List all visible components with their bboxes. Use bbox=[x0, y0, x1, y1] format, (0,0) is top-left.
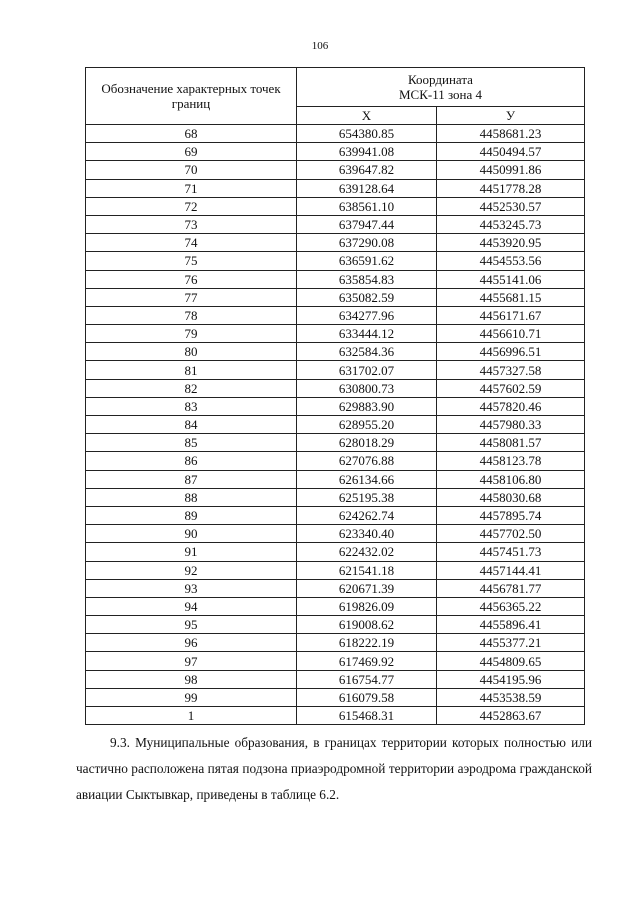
header-coordinates-title: Координата bbox=[408, 72, 473, 87]
y-coordinate-cell: 4457980.33 bbox=[437, 416, 585, 434]
point-cell: 71 bbox=[86, 179, 297, 197]
point-cell: 91 bbox=[86, 543, 297, 561]
table-row bbox=[86, 488, 585, 506]
table-row bbox=[86, 452, 585, 470]
x-coordinate-cell: 616079.58 bbox=[297, 688, 437, 706]
point-cell: 80 bbox=[86, 343, 297, 361]
x-coordinate-cell: 635082.59 bbox=[297, 288, 437, 306]
y-coordinate-cell: 4458030.68 bbox=[437, 488, 585, 506]
point-cell: 89 bbox=[86, 506, 297, 524]
y-coordinate-cell: 4457451.73 bbox=[437, 543, 585, 561]
header-coordinate-system: МСК-11 зона 4 bbox=[398, 87, 483, 102]
point-cell: 81 bbox=[86, 361, 297, 379]
point-cell: 75 bbox=[86, 252, 297, 270]
point-cell: 68 bbox=[86, 125, 297, 143]
header-x: X bbox=[297, 107, 437, 125]
y-coordinate-cell: 4455141.06 bbox=[437, 270, 585, 288]
table-row bbox=[86, 579, 585, 597]
table-row bbox=[86, 470, 585, 488]
x-coordinate-cell: 627076.88 bbox=[297, 452, 437, 470]
x-coordinate-cell: 638561.10 bbox=[297, 197, 437, 215]
x-coordinate-cell: 635854.83 bbox=[297, 270, 437, 288]
table-row bbox=[86, 525, 585, 543]
header-coordinates bbox=[297, 68, 585, 107]
x-coordinate-cell: 628018.29 bbox=[297, 434, 437, 452]
x-coordinate-cell: 619008.62 bbox=[297, 616, 437, 634]
y-coordinate-cell: 4452530.57 bbox=[437, 197, 585, 215]
y-coordinate-cell: 4456610.71 bbox=[437, 325, 585, 343]
table-row bbox=[86, 161, 585, 179]
point-cell: 96 bbox=[86, 634, 297, 652]
table-row bbox=[86, 652, 585, 670]
y-coordinate-cell: 4457895.74 bbox=[437, 506, 585, 524]
point-cell: 70 bbox=[86, 161, 297, 179]
x-coordinate-cell: 634277.96 bbox=[297, 306, 437, 324]
x-coordinate-cell: 654380.85 bbox=[297, 125, 437, 143]
table-row bbox=[86, 306, 585, 324]
x-coordinate-cell: 637290.08 bbox=[297, 234, 437, 252]
y-coordinate-cell: 4458123.78 bbox=[437, 452, 585, 470]
y-coordinate-cell: 4450991.86 bbox=[437, 161, 585, 179]
table-row bbox=[86, 325, 585, 343]
y-coordinate-cell: 4455681.15 bbox=[437, 288, 585, 306]
y-coordinate-cell: 4456781.77 bbox=[437, 579, 585, 597]
header-y: У bbox=[437, 107, 585, 125]
y-coordinate-cell: 4454809.65 bbox=[437, 652, 585, 670]
point-cell: 72 bbox=[86, 197, 297, 215]
x-coordinate-cell: 633444.12 bbox=[297, 325, 437, 343]
x-coordinate-cell: 630800.73 bbox=[297, 379, 437, 397]
point-cell: 82 bbox=[86, 379, 297, 397]
table-row bbox=[86, 379, 585, 397]
table-row bbox=[86, 179, 585, 197]
table-row bbox=[86, 670, 585, 688]
table-row bbox=[86, 215, 585, 233]
point-cell: 90 bbox=[86, 525, 297, 543]
point-cell: 95 bbox=[86, 616, 297, 634]
table-row bbox=[86, 707, 585, 725]
paragraph-9-3 bbox=[76, 730, 592, 808]
x-coordinate-cell: 639647.82 bbox=[297, 161, 437, 179]
x-coordinate-cell: 615468.31 bbox=[297, 707, 437, 725]
y-coordinate-cell: 4454195.96 bbox=[437, 670, 585, 688]
y-coordinate-cell: 4457602.59 bbox=[437, 379, 585, 397]
table-row bbox=[86, 561, 585, 579]
y-coordinate-cell: 4458681.23 bbox=[437, 125, 585, 143]
x-coordinate-cell: 639941.08 bbox=[297, 143, 437, 161]
table-row bbox=[86, 234, 585, 252]
point-cell: 78 bbox=[86, 306, 297, 324]
y-coordinate-cell: 4457820.46 bbox=[437, 397, 585, 415]
point-cell: 92 bbox=[86, 561, 297, 579]
point-cell: 88 bbox=[86, 488, 297, 506]
y-coordinate-cell: 4457702.50 bbox=[437, 525, 585, 543]
point-cell: 74 bbox=[86, 234, 297, 252]
table-row bbox=[86, 634, 585, 652]
point-cell: 79 bbox=[86, 325, 297, 343]
y-coordinate-cell: 4458081.57 bbox=[437, 434, 585, 452]
y-coordinate-cell: 4454553.56 bbox=[437, 252, 585, 270]
table-row bbox=[86, 270, 585, 288]
table-row bbox=[86, 125, 585, 143]
point-cell: 93 bbox=[86, 579, 297, 597]
point-cell: 73 bbox=[86, 215, 297, 233]
point-cell: 98 bbox=[86, 670, 297, 688]
x-coordinate-cell: 636591.62 bbox=[297, 252, 437, 270]
x-coordinate-cell: 624262.74 bbox=[297, 506, 437, 524]
y-coordinate-cell: 4456171.67 bbox=[437, 306, 585, 324]
table-row bbox=[86, 616, 585, 634]
y-coordinate-cell: 4456996.51 bbox=[437, 343, 585, 361]
y-coordinate-cell: 4456365.22 bbox=[437, 597, 585, 615]
x-coordinate-cell: 621541.18 bbox=[297, 561, 437, 579]
table-row bbox=[86, 343, 585, 361]
x-coordinate-cell: 616754.77 bbox=[297, 670, 437, 688]
y-coordinate-cell: 4457327.58 bbox=[437, 361, 585, 379]
y-coordinate-cell: 4453245.73 bbox=[437, 215, 585, 233]
table-row bbox=[86, 143, 585, 161]
x-coordinate-cell: 623340.40 bbox=[297, 525, 437, 543]
point-cell: 94 bbox=[86, 597, 297, 615]
table-row bbox=[86, 543, 585, 561]
y-coordinate-cell: 4453920.95 bbox=[437, 234, 585, 252]
x-coordinate-cell: 637947.44 bbox=[297, 215, 437, 233]
x-coordinate-cell: 632584.36 bbox=[297, 343, 437, 361]
point-cell: 77 bbox=[86, 288, 297, 306]
x-coordinate-cell: 620671.39 bbox=[297, 579, 437, 597]
point-cell: 84 bbox=[86, 416, 297, 434]
x-coordinate-cell: 618222.19 bbox=[297, 634, 437, 652]
x-coordinate-cell: 628955.20 bbox=[297, 416, 437, 434]
table-row bbox=[86, 288, 585, 306]
y-coordinate-cell: 4450494.57 bbox=[437, 143, 585, 161]
y-coordinate-cell: 4458106.80 bbox=[437, 470, 585, 488]
point-cell: 97 bbox=[86, 652, 297, 670]
y-coordinate-cell: 4455377.21 bbox=[437, 634, 585, 652]
table-row bbox=[86, 688, 585, 706]
table-body bbox=[86, 125, 585, 725]
point-cell: 1 bbox=[86, 707, 297, 725]
y-coordinate-cell: 4457144.41 bbox=[437, 561, 585, 579]
x-coordinate-cell: 639128.64 bbox=[297, 179, 437, 197]
y-coordinate-cell: 4452863.67 bbox=[437, 707, 585, 725]
x-coordinate-cell: 629883.90 bbox=[297, 397, 437, 415]
table-row bbox=[86, 416, 585, 434]
y-coordinate-cell: 4453538.59 bbox=[437, 688, 585, 706]
table-row bbox=[86, 397, 585, 415]
x-coordinate-cell: 626134.66 bbox=[297, 470, 437, 488]
table-row bbox=[86, 252, 585, 270]
x-coordinate-cell: 617469.92 bbox=[297, 652, 437, 670]
x-coordinate-cell: 622432.02 bbox=[297, 543, 437, 561]
point-cell: 86 bbox=[86, 452, 297, 470]
point-cell: 87 bbox=[86, 470, 297, 488]
point-cell: 99 bbox=[86, 688, 297, 706]
x-coordinate-cell: 625195.38 bbox=[297, 488, 437, 506]
table-row bbox=[86, 361, 585, 379]
coordinates-table bbox=[85, 67, 585, 725]
y-coordinate-cell: 4451778.28 bbox=[437, 179, 585, 197]
table-row bbox=[86, 197, 585, 215]
table-row bbox=[86, 506, 585, 524]
table-row bbox=[86, 434, 585, 452]
page-number: 106 bbox=[311, 40, 329, 52]
point-cell: 76 bbox=[86, 270, 297, 288]
x-coordinate-cell: 619826.09 bbox=[297, 597, 437, 615]
point-cell: 85 bbox=[86, 434, 297, 452]
x-coordinate-cell: 631702.07 bbox=[297, 361, 437, 379]
y-coordinate-cell: 4455896.41 bbox=[437, 616, 585, 634]
table-row bbox=[86, 597, 585, 615]
point-cell: 69 bbox=[86, 143, 297, 161]
header-boundary-points: Обозначение характерных точек границ bbox=[86, 68, 297, 125]
point-cell: 83 bbox=[86, 397, 297, 415]
paragraph-text: 9.3. Муниципальные образования, в границах территории которых полностью или частично расположена пятая подзона приаэродромной территории аэродрома гражданской авиации Сыктывкар, приведены в таблице 6.2. bbox=[76, 735, 592, 803]
